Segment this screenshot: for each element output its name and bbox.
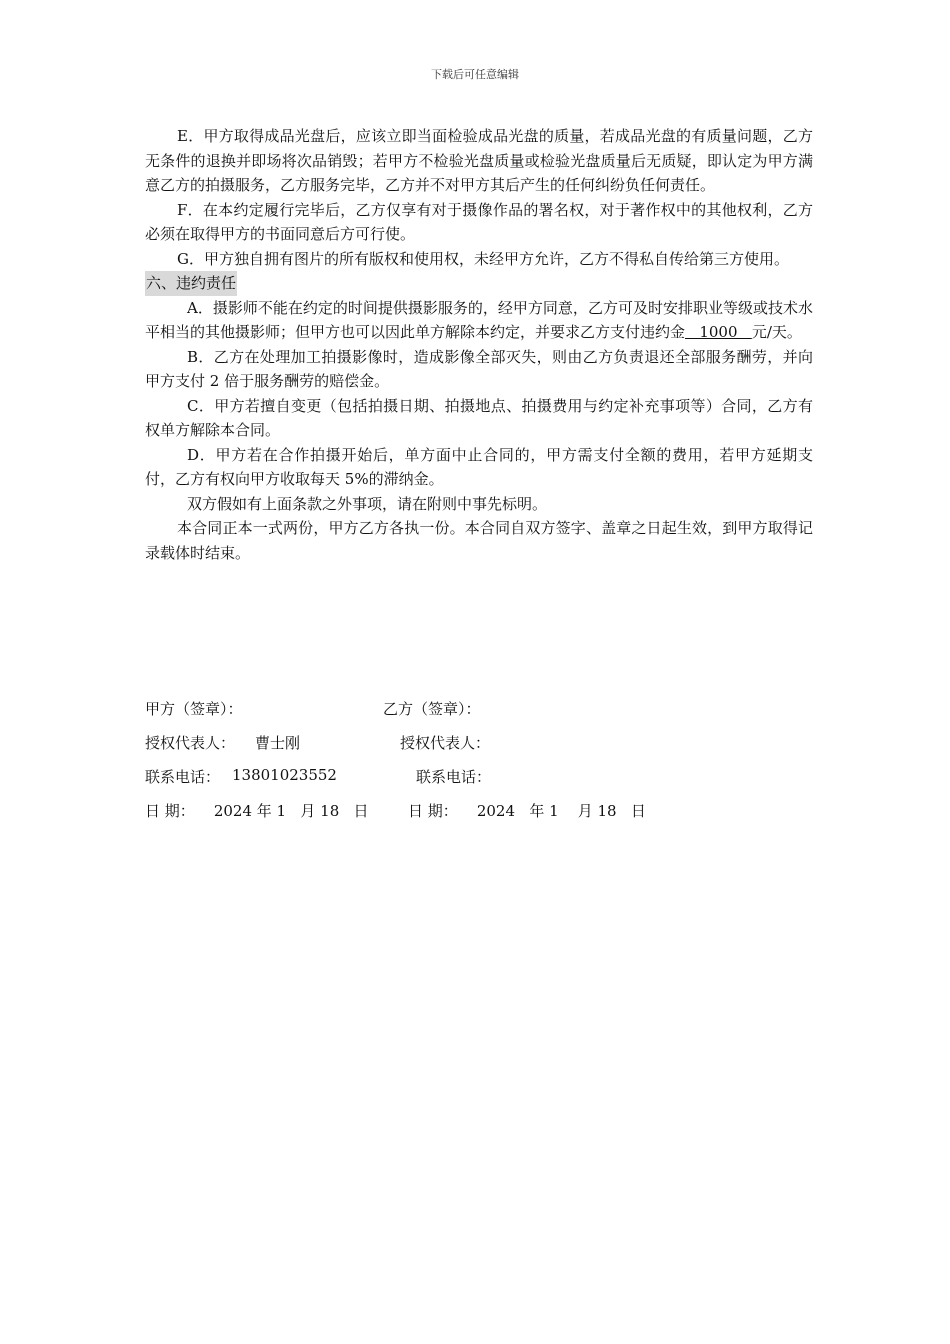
party-a-seal-label: 甲方（签章）： [145,700,243,718]
clause-6a [145,296,813,345]
clause-6a-text: A．摄影师不能在约定的时间提供摄影服务的，经甲方同意，乙方可及时安排职业等级或技术水平相当的其他摄影师；但甲方也可以因此单方解除本约定，并要求乙方支付违约金 [145,298,813,341]
clause-6b: B．乙方在处理加工拍摄影像时，造成影像全部灭失，则由乙方负责退还全部服务酬劳，并向甲方支付 2 倍于服务酬劳的赔偿金。 [145,347,813,390]
clause-e: E．甲方取得成品光盘后，应该立即当面检验成品光盘的质量，若成品光盘的有质量问题，乙方无条件的退换并即场将次品销毁；若甲方不检验光盘质量或检验光盘质量后无质疑，即认定为甲方满意乙方的拍摄服务，乙方服务完毕，乙方并不对甲方其后产生的任何纠纷负任何责任。 [145,127,813,194]
party-a-rep-label: 授权代表人： [145,734,236,752]
party-a-phone-label: 联系电话： [145,768,221,786]
party-a-phone-value: 13801023552 [232,766,337,784]
phone-row [145,766,813,800]
party-b-seal-label: 乙方（签章）： [383,700,481,718]
section-title: 六、违约责任 [145,271,237,296]
party-a-date: 日 期： 2024 年 1 月 18 日 [145,802,369,820]
header-note: 下载后可任意编辑 [431,68,519,81]
party-b-date: 日 期： 2024 年 1 月 18 日 [408,802,646,820]
clause-6a-unit: 元/天。 [751,323,802,341]
final-clause: 本合同正本一式两份，甲方乙方各执一份。本合同自双方签字、盖章之日起生效，到甲方取得记录载体时结束。 [145,519,813,562]
penalty-amount: 1000 [685,323,752,341]
seal-row [145,698,813,732]
date-row [145,800,813,834]
representative-row [145,732,813,766]
clause-6c: C．甲方若擅自变更（包括拍摄日期、拍摄地点、拍摄费用与约定补充事项等）合同，乙方有权单方解除本合同。 [145,396,813,439]
contract-body [145,124,813,565]
party-b-rep-label: 授权代表人： [400,734,491,752]
party-a-rep-name: 曹士刚 [255,734,301,752]
clause-6d: D．甲方若在合作拍摄开始后，单方面中止合同的，甲方需支付全额的费用，若甲方延期支付，乙方有权向甲方收取每天 5%的滞纳金。 [145,445,813,488]
clause-f: F．在本约定履行完毕后，乙方仅享有对于摄像作品的署名权，对于著作权中的其他权利，乙方必须在取得甲方的书面同意后方可行使。 [145,200,813,243]
clause-g: G．甲方独自拥有图片的所有版权和使用权，未经甲方允许，乙方不得私自传给第三方使用。 [177,249,789,268]
party-b-phone-label: 联系电话： [416,768,492,786]
signature-block [145,698,813,834]
extra-terms: 双方假如有上面条款之外事项，请在附则中事先标明。 [187,494,548,513]
section-heading-row [145,271,813,296]
